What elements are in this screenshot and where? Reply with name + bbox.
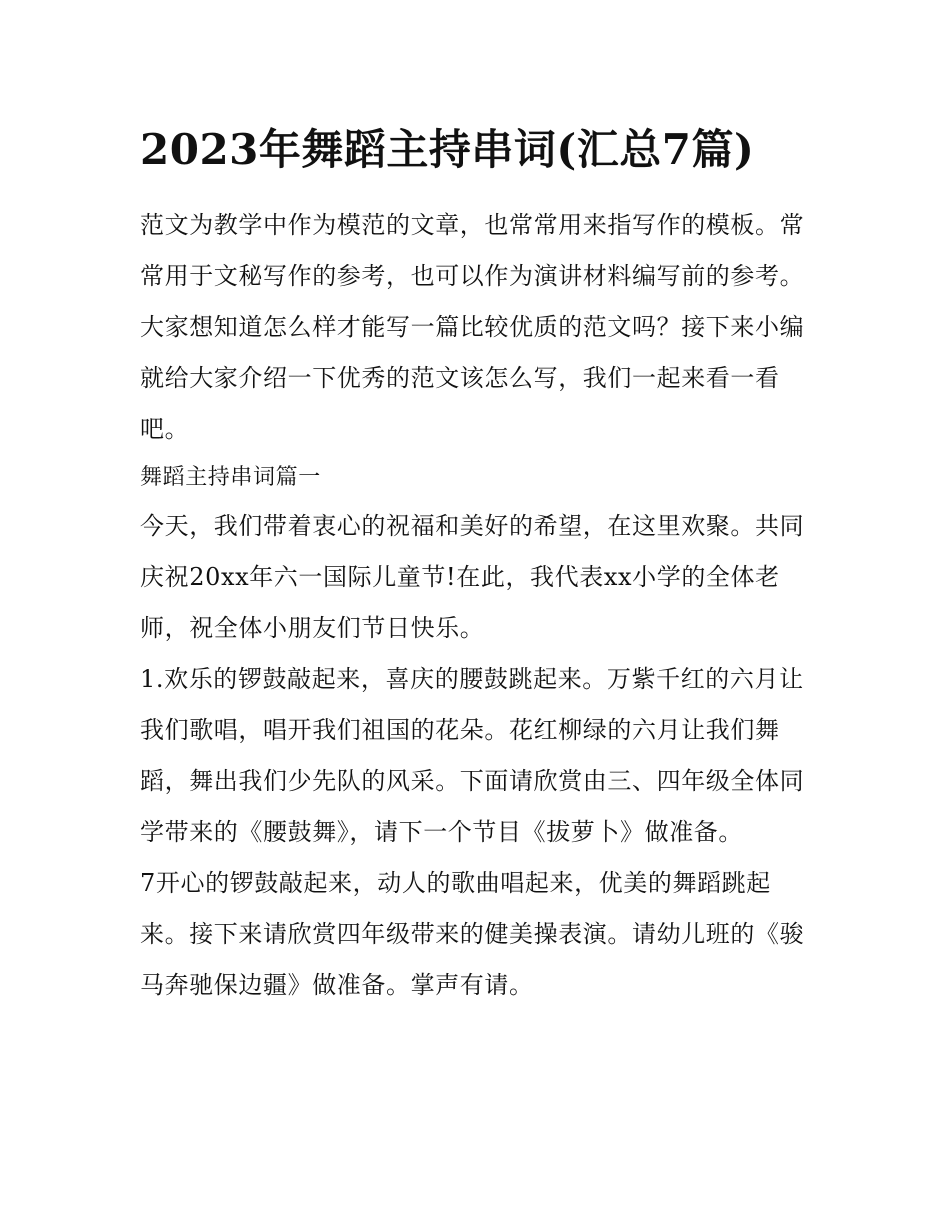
document-content bbox=[140, 118, 816, 1011]
body-paragraph: 1.欢乐的锣鼓敲起来，喜庆的腰鼓跳起来。万紫千红的六月让我们歌唱，唱开我们祖国的花朵。花红柳绿的六月让我们舞蹈，舞出我们少先队的风采。下面请欣赏由三、四年级全体同学带来的《腰鼓舞》，请下一个节目《拔萝卜》做准备。 bbox=[140, 665, 805, 846]
document-title: 2023年舞蹈主持串词(汇总7篇) bbox=[140, 125, 755, 174]
body-paragraph: 7开心的锣鼓敲起来，动人的歌曲唱起来，优美的舞蹈跳起来。接下来请欣赏四年级带来的健美操表演。请幼儿班的《骏马奔驰保边疆》做准备。掌声有请。 bbox=[140, 869, 805, 999]
body-paragraph: 今天，我们带着衷心的祝福和美好的希望，在这里欢聚。共同庆祝20xx年六一国际儿童节!在此，我代表xx小学的全体老师，祝全体小朋友们节日快乐。 bbox=[140, 512, 805, 642]
section-heading: 舞蹈主持串词篇一 bbox=[140, 465, 321, 490]
intro-paragraph: 范文为教学中作为模范的文章，也常常用来指写作的模板。常常用于文秘写作的参考，也可以作为演讲材料编写前的参考。大家想知道怎么样才能写一篇比较优质的范文吗？接下来小编就给大家介绍一下优秀的范文该怎么写，我们一起来看一看吧。 bbox=[140, 211, 805, 443]
